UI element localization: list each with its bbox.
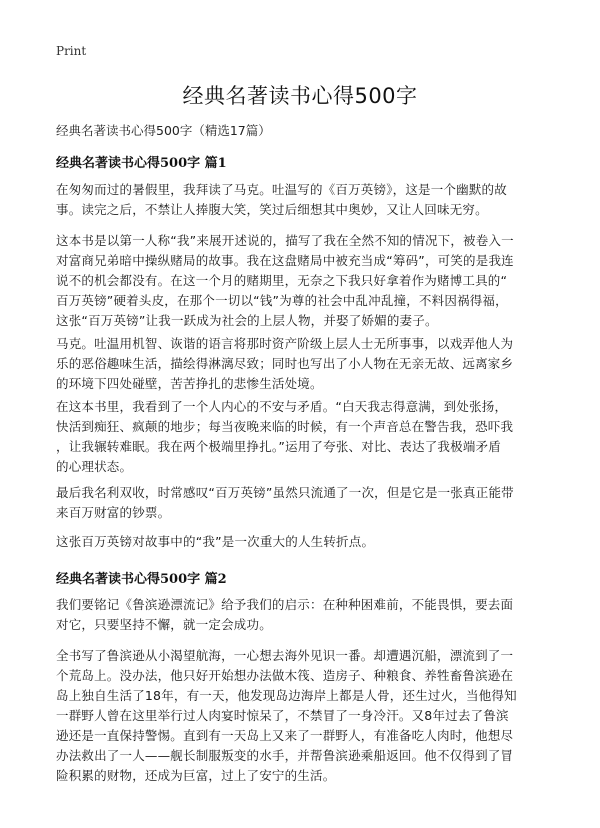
paragraph-line: 逊还是一直保持警惕。直到有一天岛上又来了一群野人，有准备吃人肉时，他想尽	[56, 728, 514, 743]
paragraph-line: 百万英镑”硬着头皮，在那个一切以“钱”为尊的社会中乱冲乱撞，不料因祸得福，	[56, 293, 508, 308]
document-subtitle: 经典名著读书心得500字（精选17篇）	[56, 123, 271, 138]
paragraph	[56, 532, 552, 552]
paragraph-line: 最后我名利双收，时常感叹“百万英镑”虽然只流通了一次，但是它是一张真正能带	[56, 485, 514, 500]
paragraph-line: 说不的机会都没有。在这一个月的赌期里，无奈之下我只好拿着作为赌博工具的“	[56, 273, 508, 288]
paragraph-line: 险积累的财物，还成为巨富，过上了安宁的生活。	[56, 768, 336, 783]
paragraph	[56, 483, 552, 523]
paragraph-line: 在匆匆而过的暑假里，我拜读了马克。吐温写的《百万英镑》，这是一个幽默的故	[56, 182, 507, 197]
paragraph-line: 在这本书里，我看到了一个人内心的不安与矛盾。“白天我志得意满，到处张扬，	[56, 399, 508, 414]
paragraph-line: 事。读完之后，不禁让人捧腹大笑，笑过后细想其中奥妙，又让人回味无穷。	[56, 202, 488, 217]
paragraph	[56, 231, 552, 331]
paragraph-line: 全书写了鲁滨逊从小渴望航海，一心想去海外见识一番。却遭遇沉船，漂流到了一	[56, 648, 514, 663]
section-heading-2: 经典名著读书心得500字 篇2	[56, 572, 227, 587]
paragraph-line: 这本书是以第一人称“我”来展开述说的，描写了我在全然不知的情况下，被卷入一	[56, 233, 514, 248]
paragraph	[56, 334, 552, 394]
paragraph	[56, 397, 552, 477]
paragraph-line: 对它，只要坚持不懈，就一定会成功。	[56, 617, 272, 632]
paragraph-line: 个荒岛上。没办法，他只好开始想办法做木筏、造房子、种粮食、养牲畜鲁滨逊在	[56, 668, 514, 683]
paragraph-line: 办法救出了一人——舰长制服叛变的水手，并帮鲁滨逊乘船返回。他不仅得到了冒	[56, 748, 514, 763]
document-title: 经典名著读书心得500字	[182, 84, 418, 108]
paragraph-line: 一群野人曾在这里举行过人肉宴时惊呆了，不禁冒了一身冷汗。又8年过去了鲁滨	[56, 708, 509, 723]
paragraph	[56, 646, 552, 786]
section-heading-1: 经典名著读书心得500字 篇1	[56, 156, 227, 171]
paragraph-line: 我们要铭记《鲁滨逊漂流记》给予我们的启示：在种种困难前，不能畏惧，要去面	[56, 597, 514, 612]
paragraph-line: 岛上独自生活了18年，有一天，他发现岛边海岸上都是人骨，还生过火，当他得知	[56, 688, 517, 703]
print-label: Print	[56, 44, 87, 58]
paragraph-line: 快活到痴狂、疯颠的地步；每当夜晚来临的时候，有一个声音总在警告我，恐吓我	[56, 419, 514, 434]
paragraph-line: ，让我辗转难眠。我在两个极端里挣扎。”运用了夸张、对比、表达了我极端矛盾	[56, 439, 501, 454]
paragraph-line: 这张百万英镑对故事中的“我”是一次重大的人生转折点。	[56, 534, 375, 549]
paragraph-line: 马克。吐温用机智、诙谐的语言将那时资产阶级上层人士无所事事，以戏弄他人为	[56, 336, 514, 351]
paragraph	[56, 595, 552, 635]
paragraph	[56, 180, 552, 220]
paragraph-line: 这张“百万英镑”让我一跃成为社会的上层人物，并娶了娇媚的妻子。	[56, 313, 438, 328]
paragraph-line: 对富商兄弟暗中操纵赌局的故事。我在这盘赌局中被充当成“筹码”，可笑的是我连	[56, 253, 514, 268]
paragraph-line: 来百万财富的钞票。	[56, 505, 171, 520]
paragraph-line: 乐的恶俗趣味生活，描绘得淋漓尽致；同时也写出了小人物在无亲无故、远离家乡	[56, 356, 514, 371]
paragraph-line: 的心理状态。	[56, 459, 133, 474]
paragraph-line: 的环境下四处碰壁，苦苦挣扎的悲惨生活处境。	[56, 376, 323, 391]
